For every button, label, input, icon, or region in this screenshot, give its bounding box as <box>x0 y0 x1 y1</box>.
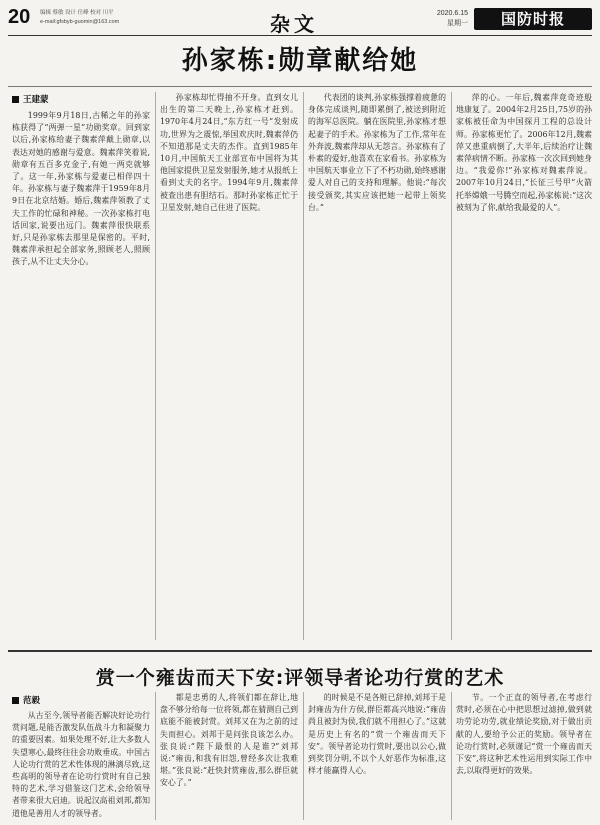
article2-column-4 <box>456 692 592 820</box>
article2-paragraph: 都是忠勇的人,将领们都在辞让,地盘不够分给每一位将领,都在猜测自己到底能不能被封赏。刘邦又在为之前的过失而担心。刘邦于是问张良该怎么办。张良说:“陛下最恨的人是谁?”刘邦说:“雍齿,和我有旧怨,曾经多次让我难堪。”张良说:“赶快封赏雍齿,那么群臣就安心了。” <box>160 693 298 788</box>
article2-column-3 <box>308 692 446 820</box>
article1-paragraph: 代表团的谈判,孙家栋强撑着疲惫的身体完成谈判,随即累倒了,被送到附近的海军总医院。躺在医院里,孙家栋才想起妻子的手术。孙家栋为了工作,常年在外奔波,魏素萍却从无怨言。孙家栋有了朴素的爱好,他喜欢在家看书。孙家栋为中国航天事业立下了不朽功勋,始终感谢爱人对自己的支持和理解。他说:“每次接受颁奖,其实应该把她一起带上领奖台。” <box>308 93 446 212</box>
byline-square-icon <box>12 697 19 704</box>
article2-paragraph: 从古至今,领导者能否解决好论功行赏问题,是能否激发队伍战斗力和凝聚力的重要因素。如果处理不好,让大多数人失望寒心,最终往往会功败垂成。中国古人论功行赏的艺术性体现的淋漓尽致,这些高明的领导者在论功行赏时有自己独特的艺术,学习借鉴这门艺术,会给领导者带来很大启迪。说起汉高祖刘邦,都知道他是善用人才的领导者。 <box>12 711 150 818</box>
newspaper-logo: 国防时报 <box>474 8 592 30</box>
article2-title: 赏一个雍齿而天下安:评领导者论功行赏的艺术 <box>95 667 505 689</box>
article1-paragraph: 1999年9月18日,古稀之年的孙家栋获得了“两弹一星”功勋奖章。回到家以后,孙家栋给妻子魏素萍戴上勋章,以表达对她的感谢与爱意。魏素萍笑着说,勋章有五百多克金子,有她一两克就够了。这一年,孙家栋与爱妻已相伴四十年。孙家栋与妻子魏素萍于1959年8月9日在北京结婚。婚后,魏素萍领教了丈夫工作的忙碌和神秘。一次孙家栋打电话回家,说要出远门。魏素萍很快联系好,只是孙家栋去那里是保密的。平时,魏素萍承担起全部家务,照顾老人,照顾孩子,从不让丈夫分心。 <box>12 111 150 267</box>
article1-paragraph: 孙家栋却忙得抽不开身。直到女儿出生的第二天晚上,孙家栋才赶到。1970年4月24日,“东方红一号”发射成功,世界为之震惊,举国欢庆时,魏素萍仍不知道那是丈夫的杰作。直到1985年10月,中国航天工业部宣布中国将为其他国家提供卫星发射服务,她才从报纸上看到丈夫的名字。1994年9月,魏素萍被查出患有胆结石。那时孙家栋正忙于卫星发射,她自己住进了医院。 <box>160 93 298 212</box>
article2-paragraph: 节。一个正直的领导者,在考虑行赏时,必须在心中把思想过滤掉,做到就功劳论功劳,就业绩论奖励,对于做出贡献的人,要给予公正的奖励。领导者在论功行赏时,必须谨记“赏一个雍齿而天下安”,将这种艺术性运用到实际工作中去,以取得更好的效果。 <box>456 693 592 776</box>
article2-byline <box>12 694 40 706</box>
article1-paragraph: 萍的心。一年后,魏素萍竟奇迹般地康复了。2004年2月25日,75岁的孙家栋被任命为中国探月工程的总设计师。孙家栋更忙了。2006年12月,魏素萍又患重病倒了,大半年,后续治疗让魏素萍病情不断。孙家栋一次次回到她身边。“我爱你!”孙家栋对魏素萍说。2007年10月24日,“长征三号甲”火箭托举嫦娥一号腾空而起,孙家栋说:“这次被刻为了你,献给我最爱的人”。 <box>456 93 592 212</box>
column-divider <box>155 92 156 640</box>
column-divider <box>155 692 156 820</box>
article1-author: 王建蒙 <box>23 95 49 105</box>
page-number: 20 <box>8 6 31 28</box>
article1-column-4 <box>456 92 592 640</box>
byline-square-icon <box>12 96 19 103</box>
weekday-text: 星期一 <box>447 20 468 27</box>
column-divider <box>303 692 304 820</box>
page-header <box>8 6 592 36</box>
article1-column-2 <box>160 92 298 640</box>
editor-line: 编辑 蔡敏 设计 任峰 校对 川平 <box>40 10 114 16</box>
article-separator <box>8 650 592 652</box>
section-title: 杂文 <box>270 12 318 36</box>
article1-title: 孙家栋:勋章献给她 <box>181 46 419 76</box>
column-divider <box>451 92 452 640</box>
article1-column-1 <box>12 110 150 640</box>
column-divider <box>303 92 304 640</box>
article1-byline <box>12 93 49 105</box>
editor-info <box>40 9 119 27</box>
date-text: 2020.6.15 <box>436 10 468 17</box>
article2-column-2 <box>160 692 298 820</box>
article2-column-1 <box>12 710 150 820</box>
email-line: e-mail:gfsbyb-guomin@163.com <box>40 19 120 25</box>
article2-paragraph: 的时候是不是各赃已辞掉,刘邦于是封雍齿为什方侯,群臣都高兴地说:“雍齿尚且被封为侯,我们就不用担心了。”这就是历史上有名的“赏一个雍齿而天下安”。领导者论功行赏时,要出以公心,做到奖罚分明,不以个人好恶作为标准,这样才能赢得人心。 <box>308 693 446 776</box>
issue-date <box>416 9 468 29</box>
column-divider <box>451 692 452 820</box>
article1-column-3 <box>308 92 446 640</box>
divider <box>8 86 592 87</box>
article2-author: 范毅 <box>23 696 41 706</box>
